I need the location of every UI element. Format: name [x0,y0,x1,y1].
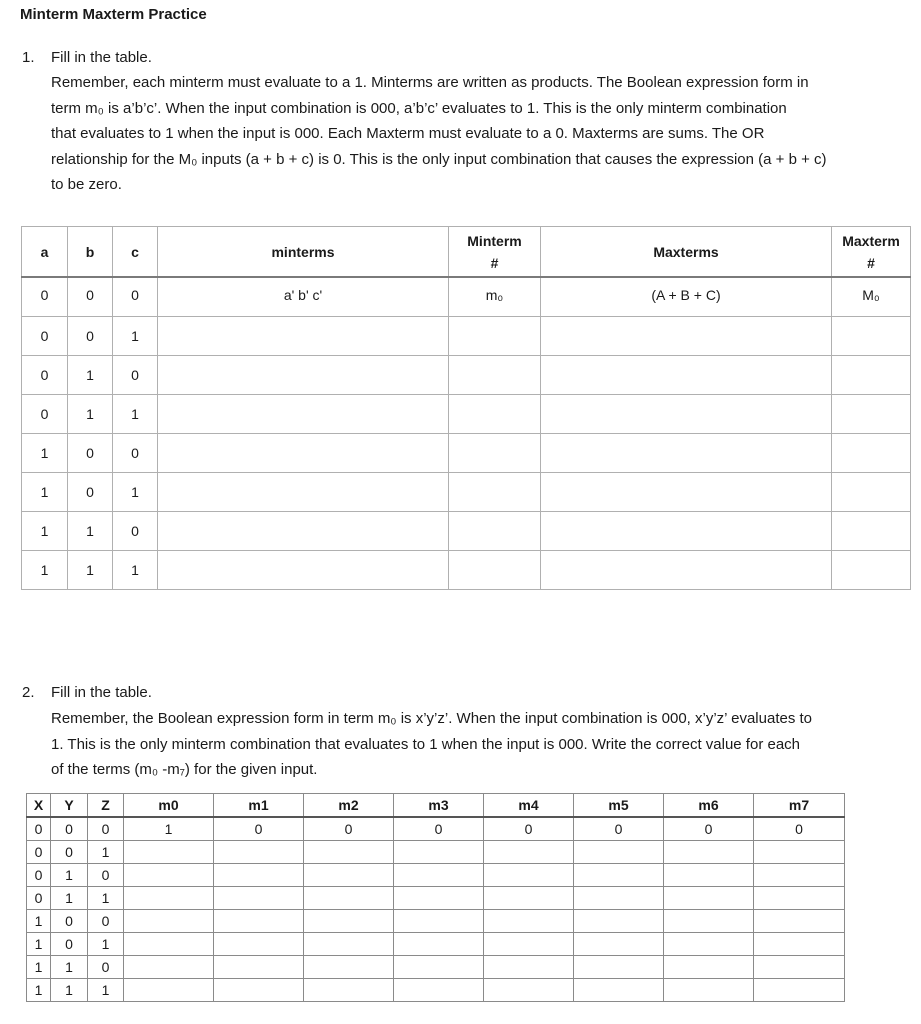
cell-minterm [158,512,449,551]
cell-a: 1 [22,473,68,512]
col-header-minterms: minterms [158,227,449,278]
q1-heading: Fill in the table. [51,49,152,66]
cell-c: 0 [113,512,158,551]
q2-number: 2. [22,684,35,701]
cell-m4 [484,864,574,887]
cell-maxterm-num [832,356,911,395]
cell-m1 [214,841,304,864]
q2-header-row [27,794,845,818]
cell-m7 [754,933,845,956]
cell-m7 [754,910,845,933]
page-title: Minterm Maxterm Practice [20,6,207,23]
cell-m2 [304,933,394,956]
cell-minterm: a' b' c' [158,277,449,317]
cell-m5 [574,979,664,1002]
col-header-a: a [22,227,68,278]
cell-b: 1 [68,551,113,590]
cell-minterm-num [449,551,541,590]
cell-x: 0 [27,887,51,910]
minterm-num-hash: # [490,254,499,271]
cell-maxterm-num [832,551,911,590]
cell-z: 0 [88,956,124,979]
cell-m5 [574,910,664,933]
cell-b: 1 [68,395,113,434]
cell-minterm [158,395,449,434]
cell-m1 [214,910,304,933]
cell-b: 1 [68,512,113,551]
cell-m0 [124,887,214,910]
cell-m3 [394,979,484,1002]
cell-minterm-num [449,395,541,434]
cell-minterm [158,356,449,395]
table-row [22,395,911,434]
cell-b: 0 [68,434,113,473]
cell-z: 1 [88,887,124,910]
cell-m7 [754,841,845,864]
cell-maxterm-num [832,473,911,512]
col-header-maxterms: Maxterms [541,227,832,278]
cell-a: 1 [22,551,68,590]
col-header-m1: m1 [214,794,304,818]
cell-maxterm [541,551,832,590]
cell-m3 [394,864,484,887]
table-row [27,864,845,887]
cell-x: 0 [27,864,51,887]
q1-instructions [51,70,827,198]
cell-m7 [754,979,845,1002]
col-header-maxterm-num [832,227,911,278]
col-header-m3: m3 [394,794,484,818]
q1-line: Remember, each minterm must evaluate to a 1. Minterms are written as products. The Boolean expression form in [51,74,809,91]
cell-x: 1 [27,979,51,1002]
cell-b: 0 [68,473,113,512]
cell-x: 1 [27,956,51,979]
table-row [22,356,911,395]
cell-z: 1 [88,979,124,1002]
cell-maxterm [541,317,832,356]
cell-m2 [304,910,394,933]
cell-y: 1 [51,887,88,910]
cell-maxterm-num [832,395,911,434]
cell-y: 0 [51,910,88,933]
col-header-x: X [27,794,51,818]
cell-c: 1 [113,395,158,434]
cell-z: 1 [88,841,124,864]
cell-m3 [394,887,484,910]
cell-m4 [484,910,574,933]
cell-c: 1 [113,473,158,512]
cell-m5: 0 [574,817,664,841]
q2-line: of the terms (m₀ -m₇) for the given input. [51,761,318,779]
cell-m0: 1 [124,817,214,841]
cell-minterm [158,551,449,590]
cell-y: 1 [51,956,88,979]
cell-c: 1 [113,551,158,590]
cell-m1 [214,933,304,956]
cell-m6 [664,864,754,887]
cell-minterm-num [449,473,541,512]
cell-b: 0 [68,317,113,356]
col-header-c: c [113,227,158,278]
cell-maxterm [541,356,832,395]
q1-table [21,226,911,590]
cell-maxterm [541,512,832,551]
col-header-z: Z [88,794,124,818]
cell-m7 [754,956,845,979]
cell-a: 1 [22,434,68,473]
cell-maxterm-num [832,512,911,551]
cell-a: 0 [22,356,68,395]
cell-minterm-num [449,356,541,395]
cell-m3 [394,910,484,933]
cell-c: 0 [113,277,158,317]
cell-m2 [304,887,394,910]
cell-a: 0 [22,317,68,356]
cell-m0 [124,933,214,956]
cell-m3: 0 [394,817,484,841]
q2-line: Remember, the Boolean expression form in term m₀ is x’y’z’. When the input combination is 000, x’y’z’ evaluates to [51,710,813,727]
cell-m3 [394,956,484,979]
cell-m0 [124,910,214,933]
cell-m6 [664,887,754,910]
q2-heading: Fill in the table. [51,684,152,701]
cell-maxterm-num [832,317,911,356]
cell-y: 0 [51,817,88,841]
q1-number: 1. [22,49,35,66]
cell-a: 1 [22,512,68,551]
cell-m7: 0 [754,817,845,841]
q1-line: relationship for the M₀ inputs (a + b + c) is 0. This is the only input combination that causes the expression (a + b + c) [51,150,827,168]
cell-minterm-num: m₀ [449,277,541,317]
cell-m3 [394,933,484,956]
cell-m6 [664,933,754,956]
cell-minterm [158,434,449,473]
cell-minterm [158,317,449,356]
table-row [22,434,911,473]
cell-m1 [214,887,304,910]
cell-y: 1 [51,979,88,1002]
cell-x: 0 [27,817,51,841]
cell-y: 0 [51,841,88,864]
cell-m5 [574,933,664,956]
maxterm-num-hash: # [867,254,875,271]
cell-c: 0 [113,356,158,395]
cell-m5 [574,887,664,910]
cell-minterm-num [449,434,541,473]
cell-m4 [484,956,574,979]
cell-m1: 0 [214,817,304,841]
cell-maxterm [541,395,832,434]
table-row [27,933,845,956]
minterm-num-label: Minterm [467,232,522,249]
cell-b: 0 [68,277,113,317]
cell-maxterm-num [832,434,911,473]
cell-c: 1 [113,317,158,356]
cell-m1 [214,956,304,979]
cell-m0 [124,841,214,864]
cell-m0 [124,864,214,887]
col-header-minterm-num [449,227,541,278]
cell-m2 [304,956,394,979]
cell-m6 [664,910,754,933]
maxterm-num-label: Maxterm [842,232,900,249]
col-header-m5: m5 [574,794,664,818]
cell-c: 0 [113,434,158,473]
q1-header-row [22,227,911,278]
cell-m1 [214,864,304,887]
cell-m5 [574,956,664,979]
q1-line: to be zero. [51,176,122,194]
cell-a: 0 [22,277,68,317]
q1-line: that evaluates to 1 when the input is 000. Each Maxterm must evaluate to a 0. Maxterms are sums. The OR [51,125,765,143]
cell-minterm-num [449,512,541,551]
cell-z: 1 [88,933,124,956]
cell-a: 0 [22,395,68,434]
cell-maxterm-num: M₀ [832,277,911,317]
cell-m6 [664,841,754,864]
table-row [22,277,911,317]
cell-minterm-num [449,317,541,356]
cell-m2 [304,864,394,887]
cell-m4: 0 [484,817,574,841]
cell-m6 [664,979,754,1002]
cell-z: 0 [88,910,124,933]
cell-z: 0 [88,817,124,841]
cell-x: 0 [27,841,51,864]
table-row [27,817,845,841]
col-header-m2: m2 [304,794,394,818]
table-row [22,473,911,512]
cell-y: 1 [51,864,88,887]
cell-m2: 0 [304,817,394,841]
cell-x: 1 [27,933,51,956]
table-row [27,910,845,933]
table-row [22,551,911,590]
cell-m6 [664,956,754,979]
table-row [27,979,845,1002]
cell-b: 1 [68,356,113,395]
cell-m4 [484,841,574,864]
cell-y: 0 [51,933,88,956]
cell-maxterm: (A + B + C) [541,277,832,317]
cell-m6: 0 [664,817,754,841]
q1-line: term m₀ is a’b’c’. When the input combination is 000, a’b’c’ evaluates to 1. This is the only minterm combination [51,99,787,117]
cell-m4 [484,979,574,1002]
col-header-m6: m6 [664,794,754,818]
table-row [22,317,911,356]
cell-maxterm [541,434,832,473]
cell-m7 [754,887,845,910]
table-row [27,956,845,979]
table-row [22,512,911,551]
col-header-y: Y [51,794,88,818]
cell-m1 [214,979,304,1002]
q2-instructions [51,706,812,783]
col-header-b: b [68,227,113,278]
cell-m7 [754,864,845,887]
cell-m2 [304,979,394,1002]
table-row [27,887,845,910]
cell-z: 0 [88,864,124,887]
cell-x: 1 [27,910,51,933]
cell-m2 [304,841,394,864]
table-row [27,841,845,864]
q2-table [26,793,845,1002]
cell-m3 [394,841,484,864]
cell-maxterm [541,473,832,512]
cell-m5 [574,841,664,864]
q2-line: 1. This is the only minterm combination that evaluates to 1 when the input is 000. Write the correct value for each [51,735,801,753]
cell-m5 [574,864,664,887]
cell-m0 [124,956,214,979]
cell-m0 [124,979,214,1002]
col-header-m7: m7 [754,794,845,818]
col-header-m4: m4 [484,794,574,818]
cell-m4 [484,887,574,910]
cell-minterm [158,473,449,512]
col-header-m0: m0 [124,794,214,818]
cell-m4 [484,933,574,956]
